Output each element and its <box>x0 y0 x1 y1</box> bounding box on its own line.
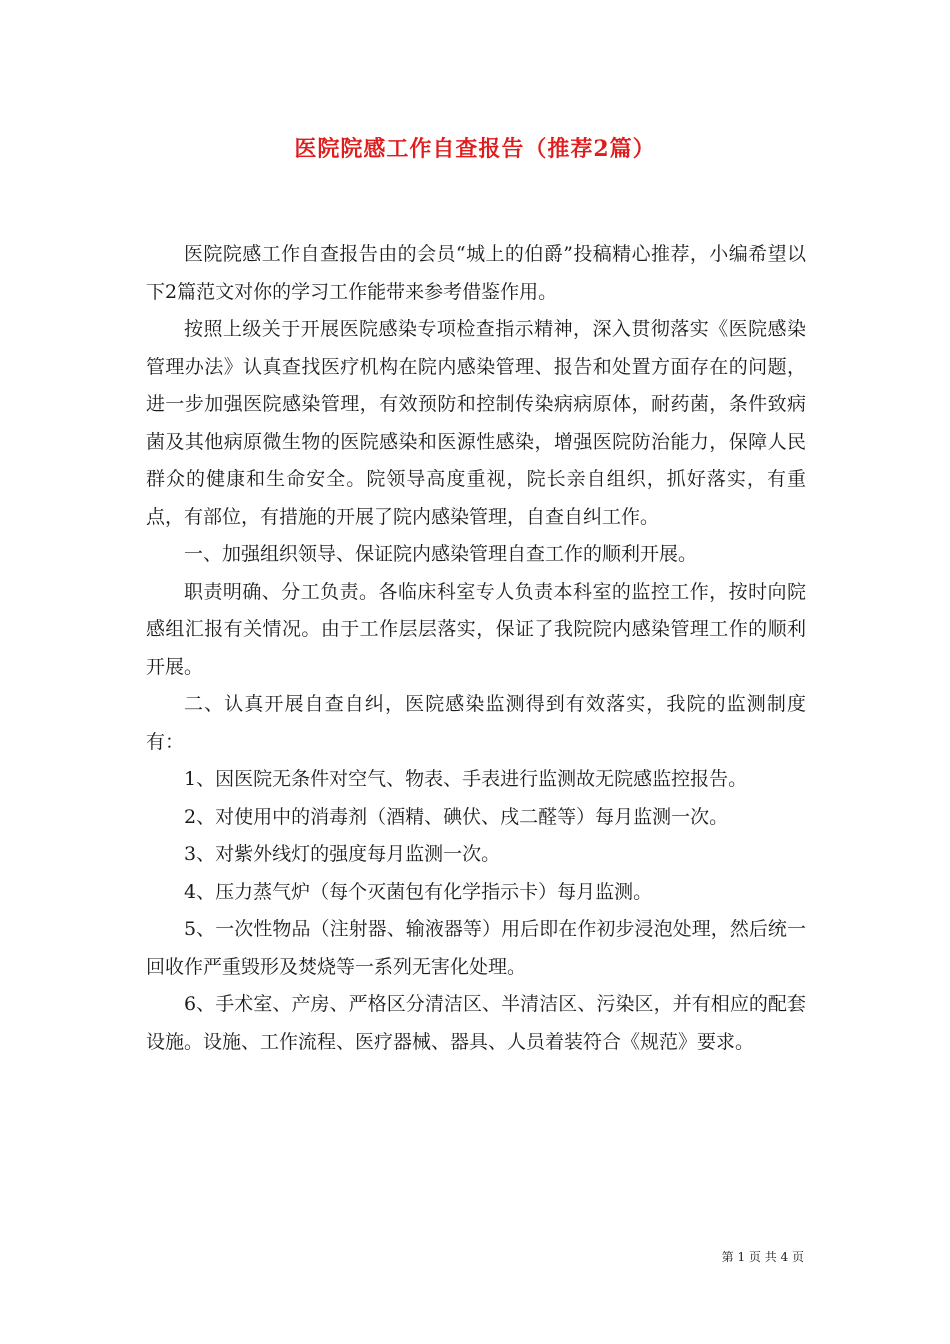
list-item-6: 6、手术室、产房、严格区分清洁区、半清洁区、污染区，并有相应的配套设施。设施、工作流程、医疗器械、器具、人员着装符合《规范》要求。 <box>146 993 806 1053</box>
section-heading-1: 一、加强组织领导、保证院内感染管理自查工作的顺利开展。 <box>184 543 698 565</box>
document-title: 医院院感工作自查报告（推荐2篇） <box>294 136 656 162</box>
list-item-5: 5、一次性物品（注射器、输液器等）用后即在作初步浸泡处理，然后统一回收作严重毁形及焚烧等一系列无害化处理。 <box>146 918 806 978</box>
paragraph-intro: 医院院感工作自查报告由的会员“城上的伯爵”投稿精心推荐，小编希望以下2篇范文对你的学习工作能带来参考借鉴作用。 <box>146 243 806 303</box>
document-body <box>146 236 806 1061</box>
paragraph-background: 按照上级关于开展医院感染专项检查指示精神，深入贯彻落实《医院感染管理办法》认真查找医疗机构在院内感染管理、报告和处置方面存在的问题，进一步加强医院感染管理，有效预防和控制传染病病原体，耐药菌，条件致病菌及其他病原微生物的医院感染和医源性感染，增强医院防治能力，保障人民群众的健康和生命安全。院领导高度重视，院长亲自组织，抓好落实，有重点，有部位，有措施的开展了院内感染管理，自查自纠工作。 <box>146 318 806 528</box>
list-item-3: 3、对紫外线灯的强度每月监测一次。 <box>184 843 501 865</box>
list-item-4: 4、压力蒸气炉（每个灭菌包有化学指示卡）每月监测。 <box>184 880 653 903</box>
list-item-2: 2、对使用中的消毒剂（酒精、碘伏、戌二醛等）每月监测一次。 <box>184 805 729 828</box>
page-number: 第 1 页 共 4 页 <box>721 1250 804 1264</box>
paragraph-responsibility: 职责明确、分工负责。各临床科室专人负责本科室的监控工作，按时向院感组汇报有关情况。由于工作层层落实，保证了我院院内感染管理工作的顺利开展。 <box>146 580 806 678</box>
section-heading-2: 二、认真开展自查自纠，医院感染监测得到有效落实，我院的监测制度有： <box>146 693 806 753</box>
list-item-1: 1、因医院无条件对空气、物表、手表进行监测故无院感监控报告。 <box>184 768 748 790</box>
